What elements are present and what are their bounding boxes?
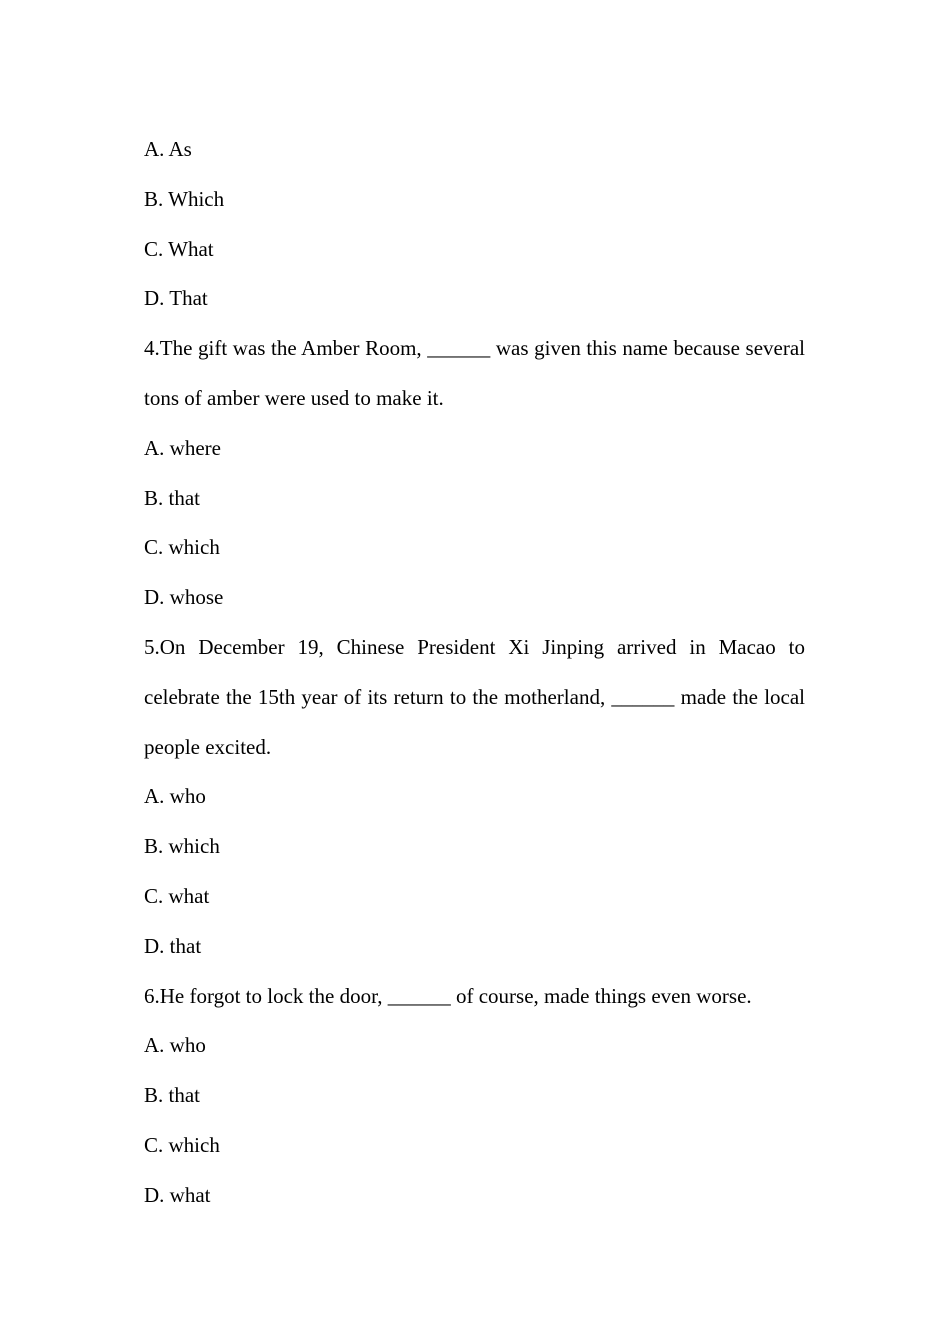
option-c: C. What (144, 236, 214, 261)
page-content (144, 125, 805, 1221)
option-d: D. what (144, 1182, 211, 1207)
question-3-options (144, 125, 805, 324)
question-4 (144, 324, 805, 623)
option-d: D. That (144, 286, 208, 311)
option-a: A. who (144, 1033, 206, 1058)
option-c: C. which (144, 1132, 220, 1157)
question-text: 4.The gift was the Amber Room, ______ was given this name because several tons of amber were used to make it. (144, 336, 805, 410)
question-5 (144, 623, 805, 972)
question-6 (144, 972, 805, 1221)
option-c: C. what (144, 883, 210, 908)
option-d: D. that (144, 933, 202, 958)
option-a: A. who (144, 784, 206, 809)
question-text: 6.He forgot to lock the door, ______ of course, made things even worse. (144, 983, 752, 1008)
option-a: A. where (144, 435, 221, 460)
option-b: B. that (144, 1083, 200, 1108)
option-d: D. whose (144, 585, 224, 610)
option-b: B. that (144, 485, 200, 510)
option-b: B. Which (144, 186, 225, 211)
option-b: B. which (144, 834, 220, 859)
option-a: A. As (144, 137, 192, 161)
option-c: C. which (144, 535, 220, 560)
question-text: 5.On December 19, Chinese President Xi Jinping arrived in Macao to celebrate the 15th year of its return to the motherland, ______ made the local people excited. (144, 634, 805, 759)
